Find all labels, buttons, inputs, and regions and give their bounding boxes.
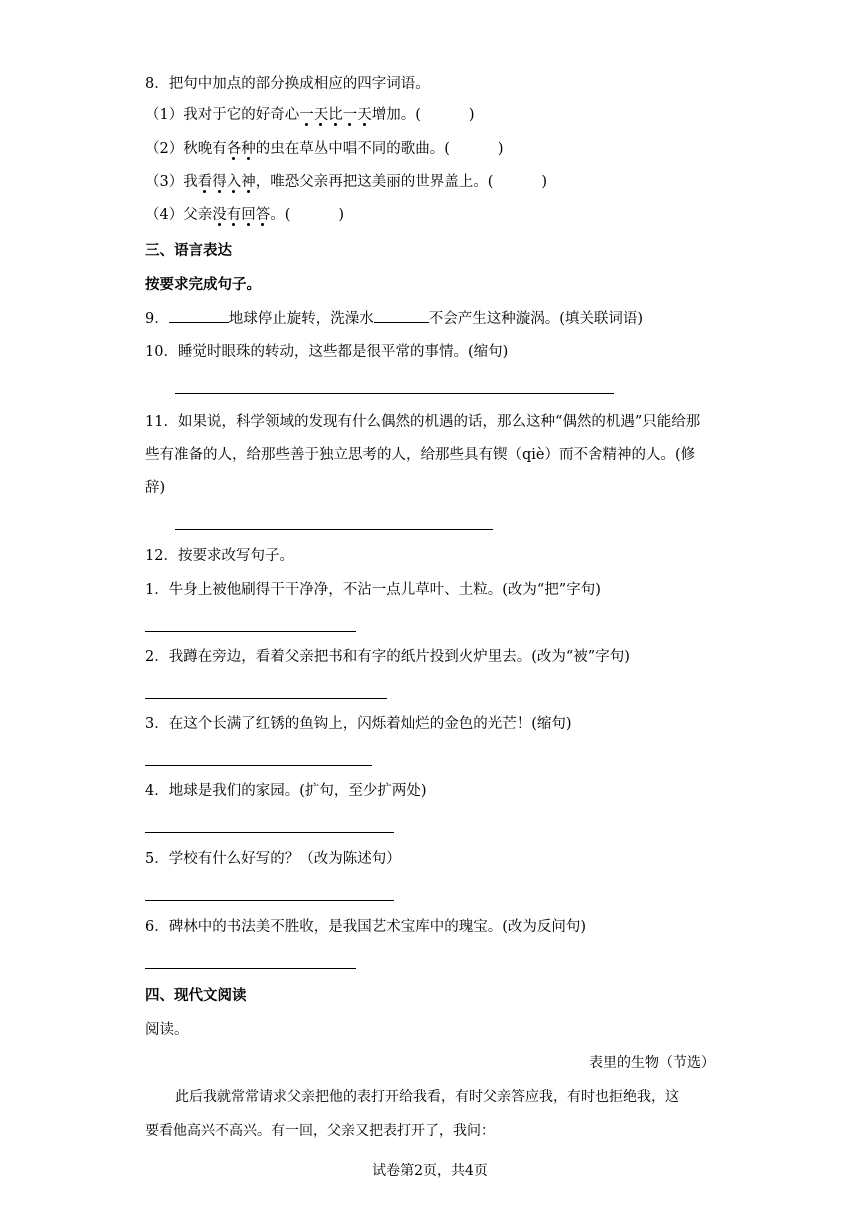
q11-line-3: 辞) — [145, 480, 166, 496]
answer-line-q12-5[interactable] — [145, 900, 394, 901]
q12-item-3: 3．在这个长满了红锈的鱼钩上，闪烁着灿烂的金色的光芒！(缩句) — [145, 716, 572, 732]
answer-line-q12-3[interactable] — [145, 765, 372, 766]
q8-sentence-4: （4）父亲没有回答。( ) — [145, 207, 345, 223]
passage-title: 表里的生物（节选） — [589, 1055, 715, 1071]
answer-line-q10[interactable] — [175, 393, 614, 394]
q8-sentence-3: （3）我看得入神，唯恐父亲再把这美丽的世界盖上。( ) — [145, 174, 548, 190]
section-heading-3: 三、语言表达 — [145, 242, 232, 259]
section-heading-4: 四、现代文阅读 — [145, 987, 247, 1004]
q11-line-2: 些有准备的人，给那些善于独立思考的人，给那些具有锲（qiè）而不舍精神的人。(修 — [145, 447, 696, 463]
answer-line-q12-2[interactable] — [145, 698, 387, 699]
q12-item-4: 4．地球是我们的家园。(扩句，至少扩两处) — [145, 783, 427, 799]
answer-line-q12-6[interactable] — [145, 968, 356, 969]
fill-blank-1[interactable] — [169, 308, 229, 323]
section-instruction: 按要求完成句子。 — [145, 276, 261, 293]
q12-item-6: 6．碑林中的书法美不胜收，是我国艺术宝库中的瑰宝。(改为反问句) — [145, 919, 587, 935]
fill-blank-2[interactable] — [374, 308, 429, 323]
q9: 9． 地球停止旋转，洗澡水 不会产生这种漩涡。(填关联词语) — [145, 308, 643, 329]
q10: 10．睡觉时眼珠的转动，这些都是很平常的事情。(缩句) — [145, 344, 509, 360]
q12-item-5: 5．学校有什么好写的？（改为陈述句） — [145, 851, 401, 867]
q11-line-1: 11．如果说，科学领域的发现有什么偶然的机遇的话，那么这种“偶然的机遇”只能给那 — [145, 414, 701, 430]
page-footer: 试卷第2页，共4页 — [372, 1163, 488, 1179]
passage-line-2: 要看他高兴不高兴。有一回，父亲又把表打开了，我问： — [145, 1123, 495, 1139]
q12-title: 12．按要求改写句子。 — [145, 548, 294, 564]
q12-item-1: 1．牛身上被他刷得干干净净，不沾一点儿草叶、土粒。(改为“把”字句) — [145, 582, 601, 598]
answer-line-q12-4[interactable] — [145, 832, 394, 833]
q8-sentence-1: （1）我对于它的好奇心一天比一天增加。( ) — [145, 107, 475, 123]
answer-line-q12-1[interactable] — [145, 631, 356, 632]
q12-item-2: 2．我蹲在旁边，看着父亲把书和有字的纸片投到火炉里去。(改为“被”字句) — [145, 649, 630, 665]
q8-title: 8．把句中加点的部分换成相应的四字词语。 — [145, 76, 430, 92]
answer-line-q11[interactable] — [175, 529, 493, 530]
passage-line-1: 此后我就常常请求父亲把他的表打开给我看，有时父亲答应我，有时也拒绝我，这 — [175, 1089, 679, 1105]
q8-sentence-2: （2）秋晚有各种的虫在草丛中唱不同的歌曲。( ) — [145, 141, 504, 157]
reading-intro: 阅读。 — [145, 1022, 189, 1038]
